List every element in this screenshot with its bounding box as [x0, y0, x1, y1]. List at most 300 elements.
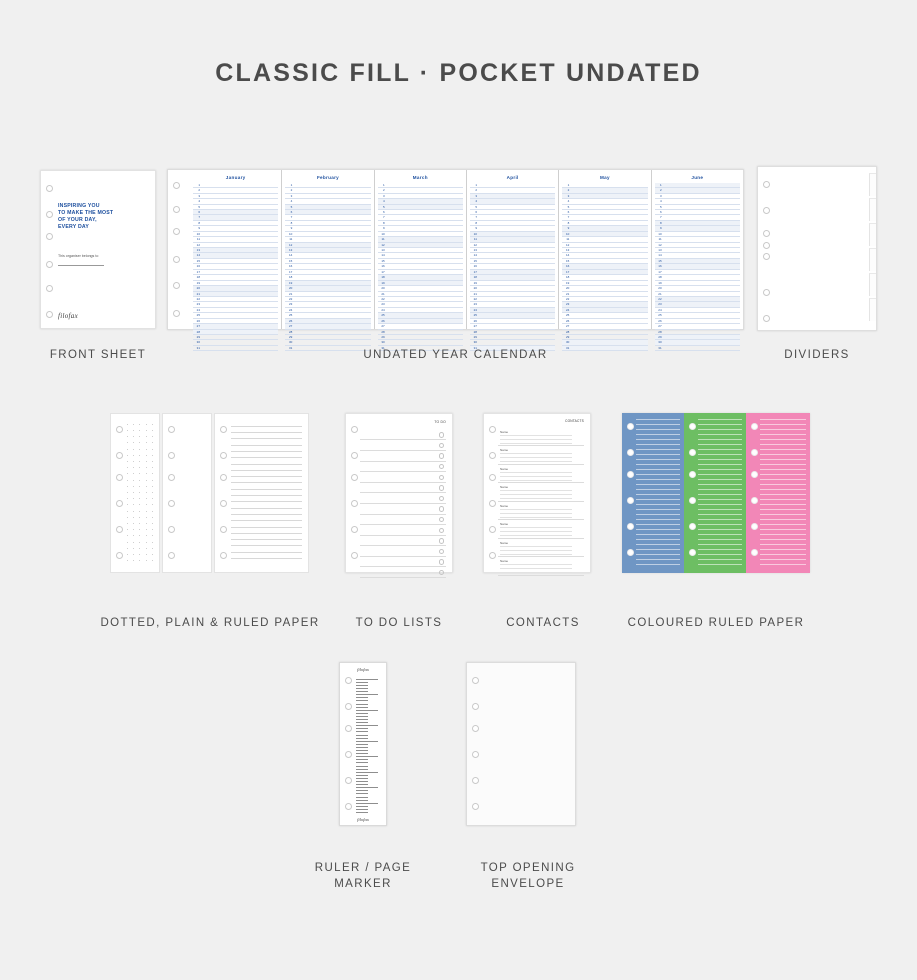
calendar-day-number: 9	[475, 226, 477, 231]
punch-holes	[172, 170, 182, 329]
checkbox-circle-icon[interactable]	[439, 432, 444, 437]
checkbox-circle-icon[interactable]	[439, 506, 444, 511]
punch-holes	[750, 413, 760, 573]
calendar-day-number: 25	[565, 313, 570, 318]
calendar-day-number: 23	[288, 302, 293, 307]
to-do-row[interactable]	[360, 557, 446, 568]
contact-field-label: Name	[500, 503, 509, 508]
divider-tab[interactable]	[869, 173, 876, 196]
calendar-day-number: 23	[658, 302, 662, 307]
caption-calendar: UNDATED YEAR CALENDAR	[363, 348, 548, 361]
to-do-row[interactable]	[360, 472, 446, 483]
calendar-day-number: 22	[288, 296, 293, 301]
divider-tab[interactable]	[869, 198, 876, 221]
punch-holes	[219, 414, 229, 572]
calendar-day-number: 26	[658, 318, 662, 323]
caption-envelope-line2: ENVELOPE	[491, 877, 565, 890]
checkbox-circle-icon[interactable]	[439, 475, 444, 480]
contact-write-line[interactable]	[500, 513, 572, 514]
contact-entry[interactable]	[498, 428, 584, 447]
calendar-month-columns	[190, 170, 743, 350]
page-title: CLASSIC FILL · POCKET UNDATED	[215, 58, 702, 87]
calendar-day-number: 26	[565, 318, 570, 323]
calendar-month	[651, 170, 743, 350]
calendar-day-number: 16	[473, 264, 477, 269]
calendar-day-number: 21	[196, 291, 200, 296]
contact-entry[interactable]	[498, 502, 584, 521]
to-do-row[interactable]	[360, 525, 446, 536]
calendar-day-number: 13	[473, 248, 477, 253]
caption-papers: DOTTED, PLAIN & RULED PAPER	[100, 616, 320, 629]
calendar-day-number: 24	[381, 307, 385, 312]
caption-envelope-line1: TOP OPENING	[480, 861, 576, 874]
caption-coloured: COLOURED RULED PAPER	[627, 616, 805, 629]
calendar-day-number: 10	[565, 231, 570, 236]
to-do-row[interactable]	[360, 567, 446, 578]
calendar-day-number: 14	[196, 253, 200, 258]
calendar-day-number: 5	[567, 204, 570, 209]
coloured-sheet[interactable]	[746, 413, 810, 573]
calendar-day-number: 19	[565, 280, 570, 285]
contact-field-label: Name	[500, 485, 509, 490]
calendar-day-number: 11	[658, 237, 662, 242]
calendar-day-number: 11	[473, 237, 477, 242]
calendar-day-number: 8	[659, 220, 662, 225]
calendar-day-number: 7	[382, 215, 385, 220]
calendar-day-number: 24	[658, 307, 662, 312]
calendar-day-number: 3	[567, 193, 570, 198]
calendar-day-number: 27	[565, 324, 570, 329]
coloured-ruled-lines	[760, 419, 806, 567]
contacts-rows	[498, 428, 584, 566]
calendar-day-number: 2	[475, 188, 477, 193]
calendar-day-number: 28	[658, 329, 662, 334]
contact-write-line[interactable]	[500, 554, 572, 555]
contact-write-line[interactable]	[500, 494, 572, 495]
product-ruler-page-marker[interactable]	[339, 662, 387, 826]
contact-field-label: Name	[500, 540, 509, 545]
calendar-day-number: 10	[288, 231, 293, 236]
calendar-day-number: 29	[381, 335, 385, 340]
calendar-day-number: 27	[288, 324, 293, 329]
contact-write-line[interactable]	[500, 490, 572, 491]
punch-holes	[115, 414, 125, 572]
calendar-day-number: 13	[196, 248, 200, 253]
calendar-day-number: 7	[567, 215, 570, 220]
contact-field-label: Name	[500, 522, 509, 527]
calendar-day-number: 13	[381, 248, 385, 253]
to-do-row[interactable]	[360, 451, 446, 462]
contact-write-line[interactable]	[500, 461, 572, 462]
calendar-day-number: 9	[382, 226, 385, 231]
calendar-day-number: 19	[473, 280, 477, 285]
contact-field-label: Name	[500, 559, 509, 564]
calendar-day-number: 17	[565, 269, 570, 274]
calendar-day-number: 18	[565, 275, 570, 280]
calendar-day-number: 13	[658, 248, 662, 253]
punch-holes	[471, 663, 481, 825]
calendar-day-number: 1	[659, 182, 662, 187]
calendar-day-number: 21	[381, 291, 385, 296]
brand-logo: filofax	[58, 311, 78, 320]
contact-field-label: Name	[500, 466, 509, 471]
calendar-day-number: 26	[381, 318, 385, 323]
dot-grid	[127, 424, 154, 564]
calendar-day-number: 12	[288, 242, 293, 247]
calendar-day-number: 18	[473, 275, 477, 280]
contact-field-label: Name	[500, 448, 509, 453]
caption-dividers: DIVIDERS	[784, 348, 850, 361]
contact-write-line[interactable]	[500, 498, 572, 499]
calendar-day-number: 27	[658, 324, 662, 329]
calendar-day-number: 15	[658, 258, 662, 263]
calendar-day-number: 30	[381, 340, 385, 345]
calendar-day-number: 28	[473, 329, 477, 334]
calendar-day-number: 17	[658, 269, 662, 274]
calendar-day-number: 3	[659, 193, 662, 198]
sheet-ruled[interactable]	[214, 413, 309, 573]
calendar-month-name: April	[506, 174, 519, 180]
divider-tabs[interactable]	[870, 167, 876, 330]
checkbox-circle-icon[interactable]	[439, 538, 444, 543]
calendar-day-number: 6	[382, 209, 385, 214]
to-do-row[interactable]	[360, 483, 446, 494]
contact-entry[interactable]	[498, 465, 584, 484]
calendar-day-number: 2	[290, 188, 293, 193]
checkbox-circle-icon[interactable]	[439, 485, 444, 490]
calendar-day-number: 14	[288, 253, 293, 258]
product-top-opening-envelope[interactable]	[466, 662, 576, 826]
calendar-day-number: 25	[381, 313, 385, 318]
punch-holes	[350, 414, 360, 572]
contacts-title: CONTACTS	[565, 418, 584, 423]
calendar-day-number: 29	[565, 335, 570, 340]
calendar-day-number: 11	[566, 237, 570, 242]
calendar-day-number: 12	[658, 242, 662, 247]
contact-write-line[interactable]	[500, 531, 572, 532]
to-do-row[interactable]	[360, 515, 446, 526]
caption-ruler	[293, 860, 433, 892]
contact-write-line[interactable]	[500, 564, 572, 565]
calendar-day-number: 25	[196, 313, 200, 318]
calendar-day-number: 30	[473, 340, 477, 345]
calendar-day-number: 14	[473, 253, 477, 258]
calendar-day-number: 14	[565, 253, 570, 258]
calendar-day-number: 5	[382, 204, 385, 209]
calendar-day-number: 27	[473, 324, 477, 329]
to-do-row[interactable]	[360, 462, 446, 473]
contact-write-line[interactable]	[500, 435, 572, 436]
calendar-day-number: 22	[473, 296, 477, 301]
punch-holes	[762, 167, 772, 330]
calendar-day-number: 16	[288, 264, 293, 269]
brand-logo: filofax	[357, 666, 369, 672]
calendar-month-name: January	[225, 174, 246, 180]
calendar-day-number: 8	[475, 220, 477, 225]
to-do-row[interactable]	[360, 493, 446, 504]
calendar-day-number: 3	[382, 193, 385, 198]
brand-logo: filofax	[357, 816, 369, 822]
calendar-day-number: 15	[381, 258, 385, 263]
calendar-day-number: 27	[196, 324, 200, 329]
calendar-day-rows	[282, 183, 373, 352]
contact-write-line[interactable]	[500, 509, 572, 510]
calendar-day-rows	[375, 183, 466, 352]
to-do-title: TO DO	[434, 419, 446, 424]
calendar-day-number: 7	[475, 215, 477, 220]
calendar-day-number: 8	[290, 220, 293, 225]
calendar-day-number: 2	[198, 188, 200, 193]
to-do-row[interactable]	[360, 430, 446, 441]
calendar-day-number: 13	[288, 248, 293, 253]
calendar-day-number: 4	[475, 199, 477, 204]
contact-entry[interactable]	[498, 446, 584, 465]
calendar-day-number: 24	[196, 307, 200, 312]
calendar-day-number: 16	[658, 264, 662, 269]
calendar-day-number: 6	[290, 209, 293, 214]
calendar-day-number: 14	[658, 253, 662, 258]
calendar-day-number: 4	[290, 199, 293, 204]
calendar-month-name: May	[600, 174, 610, 180]
divider-tab[interactable]	[869, 298, 876, 321]
contact-write-line[interactable]	[500, 535, 572, 536]
front-sheet-slogan: INSPIRING YOU TO MAKE THE MOST OF YOUR DAY, EVERY DAY	[58, 202, 114, 230]
calendar-day-number: 26	[288, 318, 293, 323]
calendar-day-number: 29	[196, 335, 200, 340]
contact-write-line[interactable]	[500, 453, 572, 454]
calendar-day-number: 19	[196, 280, 200, 285]
calendar-day-number: 26	[196, 318, 200, 323]
calendar-day-number: 4	[382, 199, 385, 204]
caption-front-sheet: FRONT SHEET	[49, 348, 147, 361]
calendar-day-number: 12	[381, 242, 385, 247]
punch-holes	[45, 171, 55, 328]
calendar-day-number: 22	[196, 296, 200, 301]
punch-holes	[344, 663, 354, 825]
contact-write-line[interactable]	[500, 572, 572, 573]
calendar-day-number: 10	[381, 231, 385, 236]
calendar-day-number: 17	[381, 269, 385, 274]
calendar-day-number: 9	[567, 226, 570, 231]
checkbox-circle-icon[interactable]	[439, 496, 444, 501]
calendar-day-number: 20	[473, 286, 477, 291]
contact-entry[interactable]	[498, 483, 584, 502]
calendar-day-number: 21	[473, 291, 477, 296]
calendar-day-number: 6	[567, 209, 570, 214]
calendar-day-number: 9	[198, 226, 200, 231]
calendar-day-number: 6	[659, 209, 662, 214]
calendar-day-number: 27	[381, 324, 385, 329]
contact-entry[interactable]	[498, 557, 584, 576]
calendar-day-number: 16	[196, 264, 200, 269]
calendar-day-number: 31	[658, 345, 662, 350]
calendar-day-number: 20	[658, 286, 662, 291]
calendar-day-number: 18	[288, 275, 293, 280]
calendar-day-number: 19	[658, 280, 662, 285]
to-do-row[interactable]	[360, 504, 446, 515]
calendar-day-number: 12	[565, 242, 570, 247]
calendar-day-number: 23	[473, 302, 477, 307]
contact-write-line[interactable]	[500, 527, 572, 528]
calendar-day-number: 7	[290, 215, 293, 220]
checkbox-circle-icon[interactable]	[439, 528, 444, 533]
calendar-day-number: 3	[475, 193, 477, 198]
calendar-day-number: 11	[196, 237, 200, 242]
contact-write-line[interactable]	[500, 476, 572, 477]
caption-contacts: CONTACTS	[506, 616, 580, 629]
calendar-day-number: 25	[288, 313, 293, 318]
calendar-month	[190, 170, 281, 350]
calendar-day-number: 11	[381, 237, 385, 242]
calendar-day-number: 28	[288, 329, 293, 334]
contact-entry[interactable]	[498, 520, 584, 539]
divider-tab[interactable]	[869, 223, 876, 246]
calendar-day-number: 2	[567, 188, 570, 193]
calendar-day-number: 31	[473, 345, 477, 350]
contact-write-line[interactable]	[500, 439, 572, 440]
ruler-scale	[356, 679, 383, 811]
calendar-day-number: 29	[288, 335, 293, 340]
to-do-row[interactable]	[360, 546, 446, 557]
divider-tab[interactable]	[869, 273, 876, 296]
checkbox-circle-icon[interactable]	[439, 443, 444, 448]
calendar-day-number: 26	[473, 318, 477, 323]
caption-envelope	[458, 860, 598, 892]
product-front-sheet[interactable]	[40, 170, 156, 329]
calendar-day-number: 10	[658, 231, 662, 236]
contact-write-line[interactable]	[500, 457, 572, 458]
calendar-day-number: 5	[290, 204, 293, 209]
calendar-day-number: 14	[381, 253, 385, 258]
contact-write-line[interactable]	[500, 568, 572, 569]
calendar-day-number: 1	[475, 182, 477, 187]
front-sheet-belongs-label: This organiser belongs to	[58, 253, 99, 258]
contact-write-line[interactable]	[500, 472, 572, 473]
calendar-day-rows	[467, 183, 558, 352]
to-do-row[interactable]	[360, 440, 446, 451]
coloured-sheet[interactable]	[684, 413, 746, 573]
calendar-day-number: 19	[381, 280, 385, 285]
calendar-day-number: 28	[381, 329, 385, 334]
to-do-row[interactable]	[360, 536, 446, 547]
calendar-day-number: 25	[658, 313, 662, 318]
calendar-day-number: 20	[565, 286, 570, 291]
calendar-day-number: 3	[290, 193, 293, 198]
calendar-day-number: 2	[382, 188, 385, 193]
calendar-month-name: February	[316, 174, 340, 180]
calendar-day-number: 4	[567, 199, 570, 204]
calendar-day-number: 29	[658, 335, 662, 340]
calendar-day-number: 8	[198, 220, 200, 225]
calendar-day-number: 16	[565, 264, 570, 269]
calendar-day-number: 21	[565, 291, 570, 296]
punch-holes	[688, 413, 698, 573]
front-sheet-write-line	[58, 265, 104, 266]
product-dividers[interactable]	[757, 166, 877, 331]
calendar-day-number: 17	[288, 269, 293, 274]
divider-tab[interactable]	[869, 248, 876, 271]
calendar-day-number: 12	[196, 242, 200, 247]
caption-to-do: TO DO LISTS	[355, 616, 443, 629]
contact-write-line[interactable]	[500, 550, 572, 551]
calendar-day-number: 28	[196, 329, 200, 334]
contact-write-line[interactable]	[500, 443, 572, 444]
calendar-day-number: 18	[196, 275, 200, 280]
contact-entry[interactable]	[498, 539, 584, 558]
product-to-do-lists[interactable]	[345, 413, 453, 573]
calendar-day-number: 23	[565, 302, 570, 307]
sheet-dotted[interactable]	[110, 413, 160, 573]
product-undated-year-calendar[interactable]	[167, 169, 744, 350]
calendar-day-number: 10	[196, 231, 200, 236]
calendar-day-number: 23	[381, 302, 385, 307]
calendar-day-number: 5	[659, 204, 662, 209]
product-contacts[interactable]	[483, 413, 591, 573]
calendar-day-number: 31	[196, 345, 200, 350]
calendar-day-number: 20	[381, 286, 385, 291]
calendar-day-number: 31	[565, 345, 570, 350]
contact-write-line[interactable]	[500, 546, 572, 547]
checkbox-circle-icon[interactable]	[439, 464, 444, 469]
calendar-day-number: 24	[473, 307, 477, 312]
product-coloured-ruled-paper[interactable]	[622, 413, 810, 573]
calendar-day-number: 7	[659, 215, 662, 220]
calendar-day-number: 24	[288, 307, 293, 312]
calendar-day-number: 6	[475, 209, 477, 214]
calendar-day-number: 17	[473, 269, 477, 274]
calendar-day-number: 7	[198, 215, 200, 220]
calendar-day-number: 19	[288, 280, 293, 285]
calendar-day-number: 12	[473, 242, 477, 247]
checkbox-circle-icon[interactable]	[439, 559, 444, 564]
contact-write-line[interactable]	[500, 517, 572, 518]
calendar-month	[558, 170, 650, 350]
calendar-day-number: 5	[198, 204, 200, 209]
calendar-day-number: 6	[198, 209, 200, 214]
calendar-day-number: 5	[475, 204, 477, 209]
calendar-day-number: 1	[382, 182, 385, 187]
checkbox-circle-icon[interactable]	[439, 570, 444, 575]
calendar-day-number: 21	[658, 291, 662, 296]
calendar-month	[281, 170, 373, 350]
checkbox-circle-icon[interactable]	[439, 453, 444, 458]
calendar-day-number: 20	[288, 286, 293, 291]
calendar-day-number: 2	[659, 188, 662, 193]
calendar-day-number: 24	[565, 307, 570, 312]
punch-holes	[626, 413, 636, 573]
calendar-day-number: 15	[473, 258, 477, 263]
caption-ruler-line1: RULER / PAGE	[314, 861, 412, 874]
calendar-day-number: 23	[196, 302, 200, 307]
calendar-day-number: 15	[288, 258, 293, 263]
checkbox-circle-icon[interactable]	[439, 517, 444, 522]
contact-field-label: Name	[500, 429, 509, 434]
product-dotted-plain-ruled-paper[interactable]	[110, 413, 309, 573]
calendar-day-number: 11	[289, 237, 293, 242]
coloured-sheet[interactable]	[622, 413, 684, 573]
calendar-day-number: 15	[196, 258, 200, 263]
contact-write-line[interactable]	[500, 480, 572, 481]
punch-holes	[488, 414, 498, 572]
calendar-day-number: 9	[659, 226, 662, 231]
calendar-day-number: 1	[567, 182, 570, 187]
checkbox-circle-icon[interactable]	[439, 549, 444, 554]
sheet-plain[interactable]	[162, 413, 212, 573]
calendar-day-number: 1	[290, 182, 293, 187]
calendar-day-number: 22	[381, 296, 385, 301]
calendar-day-number: 1	[198, 182, 200, 187]
calendar-day-rows	[559, 183, 650, 352]
